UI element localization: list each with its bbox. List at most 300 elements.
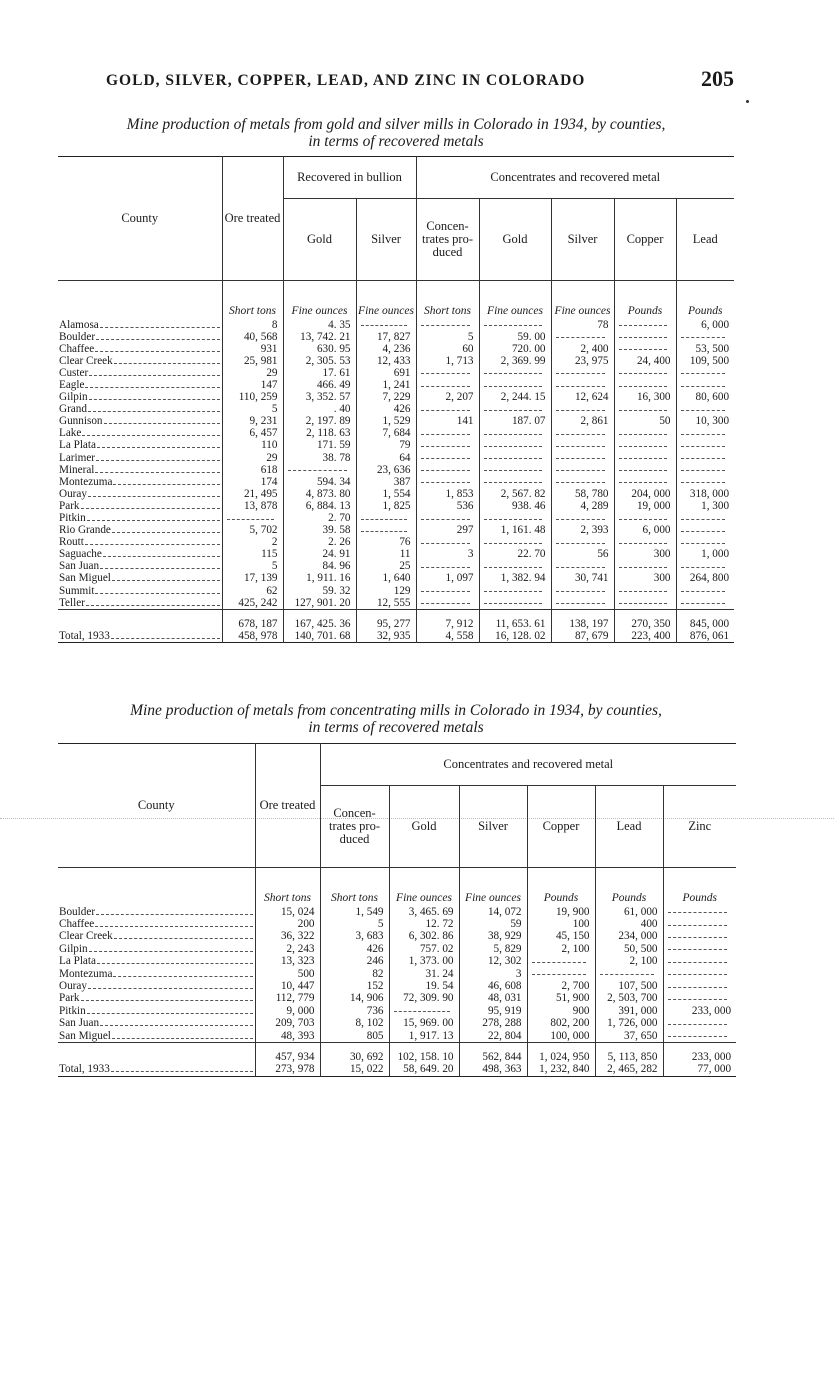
value-cell: 4. 35 — [283, 319, 356, 331]
table-row — [58, 415, 734, 427]
empty-dash — [681, 525, 726, 532]
table-row — [58, 427, 734, 439]
value-cell — [551, 597, 614, 610]
col-bullion-silver: Silver — [356, 199, 416, 281]
value-cell: 46, 608 — [459, 980, 527, 992]
empty-dash — [556, 464, 605, 471]
county-cell — [58, 536, 222, 548]
total-cell: 1, 024, 950 — [527, 1042, 595, 1063]
value-cell: 5 — [320, 918, 389, 930]
total-1933-row — [58, 630, 734, 643]
leader-dots — [97, 963, 253, 964]
value-cell: 6, 000 — [614, 524, 676, 536]
value-cell — [356, 319, 416, 331]
table-row — [58, 379, 734, 391]
value-cell — [614, 427, 676, 439]
value-cell: 1, 161. 48 — [479, 524, 551, 536]
value-cell: 62 — [222, 585, 283, 597]
table-gold-silver-mills — [58, 156, 734, 643]
value-cell: 736 — [320, 1005, 389, 1017]
county-cell — [58, 943, 255, 955]
value-cell — [416, 452, 479, 464]
value-cell — [676, 560, 734, 572]
value-cell: 12, 624 — [551, 391, 614, 403]
value-cell: 2, 100 — [595, 955, 663, 967]
empty-dash — [668, 943, 728, 950]
value-cell: 14, 072 — [459, 906, 527, 918]
leader-dots — [89, 375, 219, 376]
empty-dash — [681, 464, 726, 471]
county-name: Boulder — [59, 330, 96, 343]
value-cell: 109, 500 — [676, 355, 734, 367]
value-cell — [663, 918, 736, 930]
total-cell: 845, 000 — [676, 609, 734, 630]
total-1934-row — [58, 609, 734, 630]
value-cell: 200 — [255, 918, 320, 930]
value-cell: 4, 289 — [551, 500, 614, 512]
county-cell — [58, 548, 222, 560]
value-cell: 2, 305. 53 — [283, 355, 356, 367]
value-cell: 174 — [222, 476, 283, 488]
value-cell — [614, 512, 676, 524]
total-cell: 4, 558 — [416, 630, 479, 643]
empty-dash — [556, 513, 605, 520]
value-cell — [416, 560, 479, 572]
value-cell: 6, 457 — [222, 427, 283, 439]
table-row — [58, 512, 734, 524]
leader-dots — [88, 496, 220, 497]
value-cell: 2. 70 — [283, 512, 356, 524]
table-row — [58, 597, 734, 610]
value-cell — [614, 452, 676, 464]
empty-dash — [532, 956, 586, 963]
value-cell: 107, 500 — [595, 980, 663, 992]
total-cell: 7, 912 — [416, 609, 479, 630]
value-cell: 59 — [459, 918, 527, 930]
value-cell: 13, 878 — [222, 500, 283, 512]
value-cell: 22, 804 — [459, 1030, 527, 1043]
value-cell: 931 — [222, 343, 283, 355]
county-name: Park — [59, 499, 80, 512]
value-cell: 1, 911. 16 — [283, 572, 356, 584]
value-cell: 2, 393 — [551, 524, 614, 536]
value-cell — [676, 367, 734, 379]
value-cell: 100 — [527, 918, 595, 930]
empty-dash — [668, 1030, 728, 1037]
unit-label: Pounds — [614, 281, 676, 319]
county-name: La Plata — [59, 955, 96, 968]
value-cell: 720. 00 — [479, 343, 551, 355]
value-cell — [676, 524, 734, 536]
value-cell: 38, 929 — [459, 930, 527, 942]
value-cell: 25 — [356, 560, 416, 572]
county-name: Summit — [59, 584, 95, 597]
empty-dash — [421, 440, 470, 447]
value-cell: 2 — [222, 536, 283, 548]
table2-caption: Mine production of metals from concentrating mills in Colorado in 1934, by counties, in terms of recovered metals — [130, 702, 662, 736]
value-cell: 400 — [595, 918, 663, 930]
value-cell: 59. 00 — [479, 331, 551, 343]
table-row — [58, 536, 734, 548]
value-cell — [527, 968, 595, 980]
value-cell — [676, 476, 734, 488]
value-cell: 56 — [551, 548, 614, 560]
empty-dash — [421, 367, 470, 374]
value-cell: 84. 96 — [283, 560, 356, 572]
table-row — [58, 452, 734, 464]
empty-dash — [600, 968, 654, 975]
value-cell: 152 — [320, 980, 389, 992]
county-cell — [58, 572, 222, 584]
unit-label: Short tons — [222, 281, 283, 319]
value-cell: 2, 118. 63 — [283, 427, 356, 439]
empty-dash — [556, 404, 605, 411]
empty-dash — [421, 428, 470, 435]
county-cell — [58, 476, 222, 488]
value-cell: . 40 — [283, 403, 356, 415]
value-cell: 2, 243 — [255, 943, 320, 955]
value-cell — [551, 403, 614, 415]
empty-dash — [681, 561, 726, 568]
total-cell: 15, 022 — [320, 1063, 389, 1076]
value-cell: 10, 300 — [676, 415, 734, 427]
empty-dash — [619, 513, 667, 520]
value-cell — [676, 427, 734, 439]
value-cell — [663, 906, 736, 918]
value-cell — [283, 464, 356, 476]
col-silver: Silver — [459, 786, 527, 868]
county-cell — [58, 524, 222, 536]
empty-dash — [619, 428, 667, 435]
empty-dash — [421, 537, 470, 544]
county-name: Gunnison — [59, 415, 103, 428]
county-cell — [58, 597, 222, 610]
table-row — [58, 464, 734, 476]
value-cell: 15, 969. 00 — [389, 1017, 459, 1029]
empty-dash — [619, 561, 667, 568]
value-cell — [676, 585, 734, 597]
value-cell: 50 — [614, 415, 676, 427]
value-cell — [676, 536, 734, 548]
value-cell: 12. 72 — [389, 918, 459, 930]
unit-label: Short tons — [320, 868, 389, 906]
value-cell: 76 — [356, 536, 416, 548]
empty-dash — [556, 597, 605, 604]
empty-dash — [484, 367, 542, 374]
county-cell — [58, 992, 255, 1004]
value-cell: 59. 32 — [283, 585, 356, 597]
value-cell — [551, 427, 614, 439]
value-cell: 6, 302. 86 — [389, 930, 459, 942]
empty-dash — [556, 537, 605, 544]
empty-dash — [484, 585, 542, 592]
county-name: San Miguel — [59, 1029, 111, 1042]
value-cell: 115 — [222, 548, 283, 560]
table1-caption: Mine production of metals from gold and silver mills in Colorado in 1934, by counties, in terms of recovered metals — [126, 116, 666, 150]
county-cell — [58, 1017, 255, 1029]
leader-dots — [96, 460, 219, 461]
leader-dots — [86, 605, 220, 606]
total-cell: 5, 113, 850 — [595, 1042, 663, 1063]
margin-dot — [746, 100, 749, 103]
table-row — [58, 403, 734, 415]
leader-dots — [104, 423, 220, 424]
total-cell: 562, 844 — [459, 1042, 527, 1063]
value-cell — [551, 331, 614, 343]
county-cell — [58, 560, 222, 572]
value-cell — [663, 980, 736, 992]
value-cell — [479, 585, 551, 597]
value-cell: 1, 529 — [356, 415, 416, 427]
total-1933-label — [58, 630, 222, 643]
value-cell: 234, 000 — [595, 930, 663, 942]
value-cell: 3 — [459, 968, 527, 980]
empty-dash — [681, 380, 726, 387]
empty-dash — [484, 440, 542, 447]
value-cell — [416, 512, 479, 524]
value-cell: 50, 500 — [595, 943, 663, 955]
value-cell: 1, 713 — [416, 355, 479, 367]
value-cell — [551, 585, 614, 597]
table-row — [58, 955, 736, 967]
county-name: Boulder — [59, 905, 96, 918]
empty-dash — [681, 476, 726, 483]
unit-label: Fine ounces — [283, 281, 356, 319]
county-name: Chaffee — [59, 342, 95, 355]
value-cell: 61, 000 — [595, 906, 663, 918]
table-concentrating-mills — [58, 743, 736, 1077]
col-county: County — [58, 744, 255, 868]
value-cell: 45, 150 — [527, 930, 595, 942]
total-cell: 140, 701. 68 — [283, 630, 356, 643]
empty-dash — [484, 464, 542, 471]
empty-dash — [681, 513, 726, 520]
unit-label: Short tons — [255, 868, 320, 906]
value-cell: 31. 24 — [389, 968, 459, 980]
empty-dash — [421, 561, 470, 568]
leader-dots — [82, 435, 219, 436]
leader-dots — [85, 544, 220, 545]
leader-dots — [112, 1038, 253, 1039]
value-cell — [416, 427, 479, 439]
leader-dots — [97, 447, 220, 448]
total-cell: 458, 978 — [222, 630, 283, 643]
empty-dash — [484, 561, 542, 568]
table-row — [58, 968, 736, 980]
table-row — [58, 319, 734, 331]
total-cell: 87, 679 — [551, 630, 614, 643]
unit-label: Fine ounces — [551, 281, 614, 319]
value-cell: 536 — [416, 500, 479, 512]
unit-label: Fine ounces — [356, 281, 416, 319]
group-concentrates-recovered-metal: Concentrates and recovered metal — [320, 744, 736, 786]
county-cell — [58, 331, 222, 343]
leader-dots — [100, 568, 219, 569]
col-conc-gold: Gold — [479, 199, 551, 281]
value-cell — [479, 536, 551, 548]
value-cell — [479, 319, 551, 331]
value-cell: 630. 95 — [283, 343, 356, 355]
value-cell: 297 — [416, 524, 479, 536]
value-cell: 1, 000 — [676, 548, 734, 560]
total-cell: 273, 978 — [255, 1063, 320, 1076]
total-label: Total, 1933 — [59, 629, 110, 642]
col-conc-silver: Silver — [551, 199, 614, 281]
empty-dash — [484, 597, 542, 604]
county-name: Gilpin — [59, 942, 88, 955]
value-cell — [479, 464, 551, 476]
empty-dash — [484, 513, 542, 520]
empty-dash — [619, 331, 667, 338]
value-cell: 58, 780 — [551, 488, 614, 500]
empty-dash — [421, 464, 470, 471]
table-row — [58, 943, 736, 955]
value-cell — [479, 427, 551, 439]
value-cell: 6, 000 — [676, 319, 734, 331]
empty-dash — [668, 956, 728, 963]
value-cell: 3, 465. 69 — [389, 906, 459, 918]
value-cell: 387 — [356, 476, 416, 488]
total-cell: 95, 277 — [356, 609, 416, 630]
value-cell: 2, 400 — [551, 343, 614, 355]
empty-dash — [668, 1018, 728, 1025]
value-cell: 1, 241 — [356, 379, 416, 391]
units-row — [58, 281, 734, 319]
value-cell: 7, 229 — [356, 391, 416, 403]
county-cell — [58, 355, 222, 367]
unit-label: Pounds — [663, 868, 736, 906]
value-cell: 38. 78 — [283, 452, 356, 464]
value-cell — [356, 512, 416, 524]
value-cell: 112, 779 — [255, 992, 320, 1004]
value-cell: 3, 352. 57 — [283, 391, 356, 403]
empty-dash — [484, 452, 542, 459]
col-copper: Copper — [614, 199, 676, 281]
value-cell: 11 — [356, 548, 416, 560]
value-cell: 100, 000 — [527, 1030, 595, 1043]
county-name: San Juan — [59, 1017, 100, 1030]
leader-dots — [95, 926, 252, 927]
unit-label: Fine ounces — [389, 868, 459, 906]
empty-dash — [421, 513, 470, 520]
value-cell: 5, 829 — [459, 943, 527, 955]
value-cell — [663, 943, 736, 955]
value-cell: 19, 900 — [527, 906, 595, 918]
value-cell — [663, 955, 736, 967]
value-cell: 264, 800 — [676, 572, 734, 584]
value-cell: 5 — [222, 560, 283, 572]
total-cell: 233, 000 — [663, 1042, 736, 1063]
table-row — [58, 572, 734, 584]
empty-dash — [619, 319, 667, 326]
value-cell: 110, 259 — [222, 391, 283, 403]
county-name: Rio Grande — [59, 524, 111, 537]
value-cell — [551, 536, 614, 548]
value-cell — [614, 536, 676, 548]
county-name: Ouray — [59, 979, 87, 992]
empty-dash — [484, 476, 542, 483]
value-cell: 12, 433 — [356, 355, 416, 367]
table-row — [58, 918, 736, 930]
leader-dots — [113, 976, 252, 977]
total-cell: 138, 197 — [551, 609, 614, 630]
leader-dots — [88, 411, 220, 412]
table-row — [58, 1005, 736, 1017]
table-row — [58, 355, 734, 367]
value-cell: 12, 555 — [356, 597, 416, 610]
empty-dash — [421, 319, 470, 326]
value-cell: 2. 26 — [283, 536, 356, 548]
value-cell — [479, 512, 551, 524]
value-cell: 802, 200 — [527, 1017, 595, 1029]
col-zinc: Zinc — [663, 786, 736, 868]
county-name: La Plata — [59, 439, 96, 452]
value-cell — [595, 968, 663, 980]
value-cell: 25, 981 — [222, 355, 283, 367]
value-cell: 1, 373. 00 — [389, 955, 459, 967]
value-cell — [416, 403, 479, 415]
total-1933-label — [58, 1063, 255, 1076]
value-cell: 129 — [356, 585, 416, 597]
leader-dots — [95, 351, 219, 352]
value-cell — [551, 464, 614, 476]
total-cell: 102, 158. 10 — [389, 1042, 459, 1063]
empty-dash — [556, 428, 605, 435]
value-cell: 757. 02 — [389, 943, 459, 955]
table-row — [58, 1017, 736, 1029]
value-cell — [614, 585, 676, 597]
empty-dash — [556, 585, 605, 592]
leader-dots — [81, 508, 220, 509]
empty-dash — [421, 380, 470, 387]
value-cell: 13, 323 — [255, 955, 320, 967]
value-cell: 24. 91 — [283, 548, 356, 560]
value-cell — [663, 968, 736, 980]
empty-dash — [361, 525, 407, 532]
value-cell: 1, 382. 94 — [479, 572, 551, 584]
value-cell: 30, 741 — [551, 572, 614, 584]
value-cell — [614, 597, 676, 610]
value-cell — [551, 439, 614, 451]
value-cell: 82 — [320, 968, 389, 980]
col-lead: Lead — [676, 199, 734, 281]
running-header — [106, 66, 734, 96]
value-cell: 95, 919 — [459, 1005, 527, 1017]
total-cell: 58, 649. 20 — [389, 1063, 459, 1076]
empty-dash — [668, 993, 728, 1000]
col-gold: Gold — [389, 786, 459, 868]
table-row — [58, 439, 734, 451]
empty-dash — [619, 452, 667, 459]
value-cell: 5 — [416, 331, 479, 343]
value-cell — [416, 379, 479, 391]
value-cell: 391, 000 — [595, 1005, 663, 1017]
value-cell — [389, 1005, 459, 1017]
value-cell: 48, 031 — [459, 992, 527, 1004]
table-row — [58, 1030, 736, 1043]
value-cell: 8, 102 — [320, 1017, 389, 1029]
total-cell: 2, 465, 282 — [595, 1063, 663, 1076]
table-row — [58, 524, 734, 536]
running-title: GOLD, SILVER, COPPER, LEAD, AND ZINC IN COLORADO — [106, 72, 586, 89]
county-cell — [58, 500, 222, 512]
value-cell — [416, 476, 479, 488]
empty-dash — [681, 367, 726, 374]
table-row — [58, 476, 734, 488]
value-cell — [551, 379, 614, 391]
county-name: Pitkin — [59, 512, 86, 524]
value-cell — [663, 930, 736, 942]
